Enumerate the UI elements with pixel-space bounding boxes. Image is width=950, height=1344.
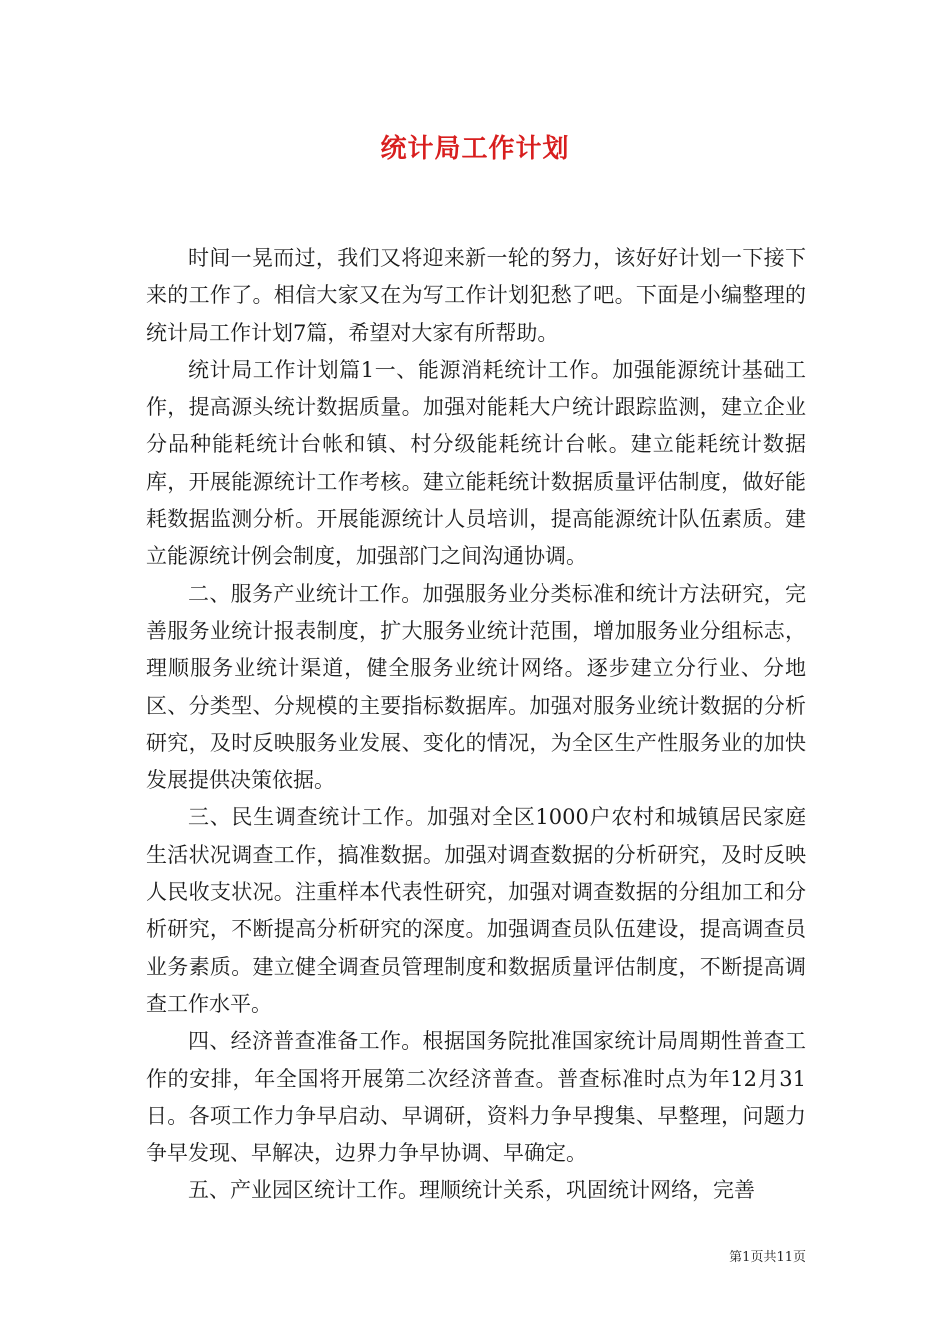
paragraph-service: 二、服务产业统计工作。加强服务业分类标准和统计方法研究，完善服务业统计报表制度，扩大服务业统计范围，增加服务业分组标志，理顺服务业统计渠道，健全服务业统计网络。逐步建立分行业、分地区、分类型、分规模的主要指标数据库。加强对服务业统计数据的分析研究，及时反映服务业发展、变化的情况，为全区生产性服务业的加快发展提供决策依据。: [146, 581, 806, 793]
paragraph-industrial-park: 五、产业园区统计工作。理顺统计关系，巩固统计网络，完善: [188, 1178, 755, 1203]
document-body: [146, 240, 806, 1210]
paragraph-energy: 统计局工作计划篇1一、能源消耗统计工作。加强能源统计基础工作，提高源头统计数据质量。加强对能耗大户统计跟踪监测，建立企业分品种能耗统计台帐和镇、村分级能耗统计台帐。建立能耗统计数据库，开展能源统计工作考核。建立能耗统计数据质量评估制度，做好能耗数据监测分析。开展能源统计人员培训，提高能源统计队伍素质。建立能源统计例会制度，加强部门之间沟通协调。: [146, 357, 806, 569]
page-number: 第1页共11页: [729, 1250, 806, 1265]
paragraph-livelihood: 三、民生调查统计工作。加强对全区1000户农村和城镇居民家庭生活状况调查工作，搞准数据。加强对调查数据的分析研究，及时反映人民收支状况。注重样本代表性研究，加强对调查数据的分组加工和分析研究，不断提高分析研究的深度。加强调查员队伍建设，提高调查员业务素质。建立健全调查员管理制度和数据质量评估制度，不断提高调查工作水平。: [146, 805, 806, 1016]
paragraph-intro: 时间一晃而过，我们又将迎来新一轮的努力，该好好计划一下接下来的工作了。相信大家又在为写工作计划犯愁了吧。下面是小编整理的统计局工作计划7篇，希望对大家有所帮助。: [146, 246, 806, 345]
paragraph-census: 四、经济普查准备工作。根据国务院批准国家统计局周期性普查工作的安排，年全国将开展第二次经济普查。普查标准时点为年12月31日。各项工作力争早启动、早调研，资料力争早搜集、早整理，问题力争早发现、早解决，边界力争早协调、早确定。: [146, 1029, 806, 1166]
document-title: 统计局工作计划: [380, 134, 570, 164]
